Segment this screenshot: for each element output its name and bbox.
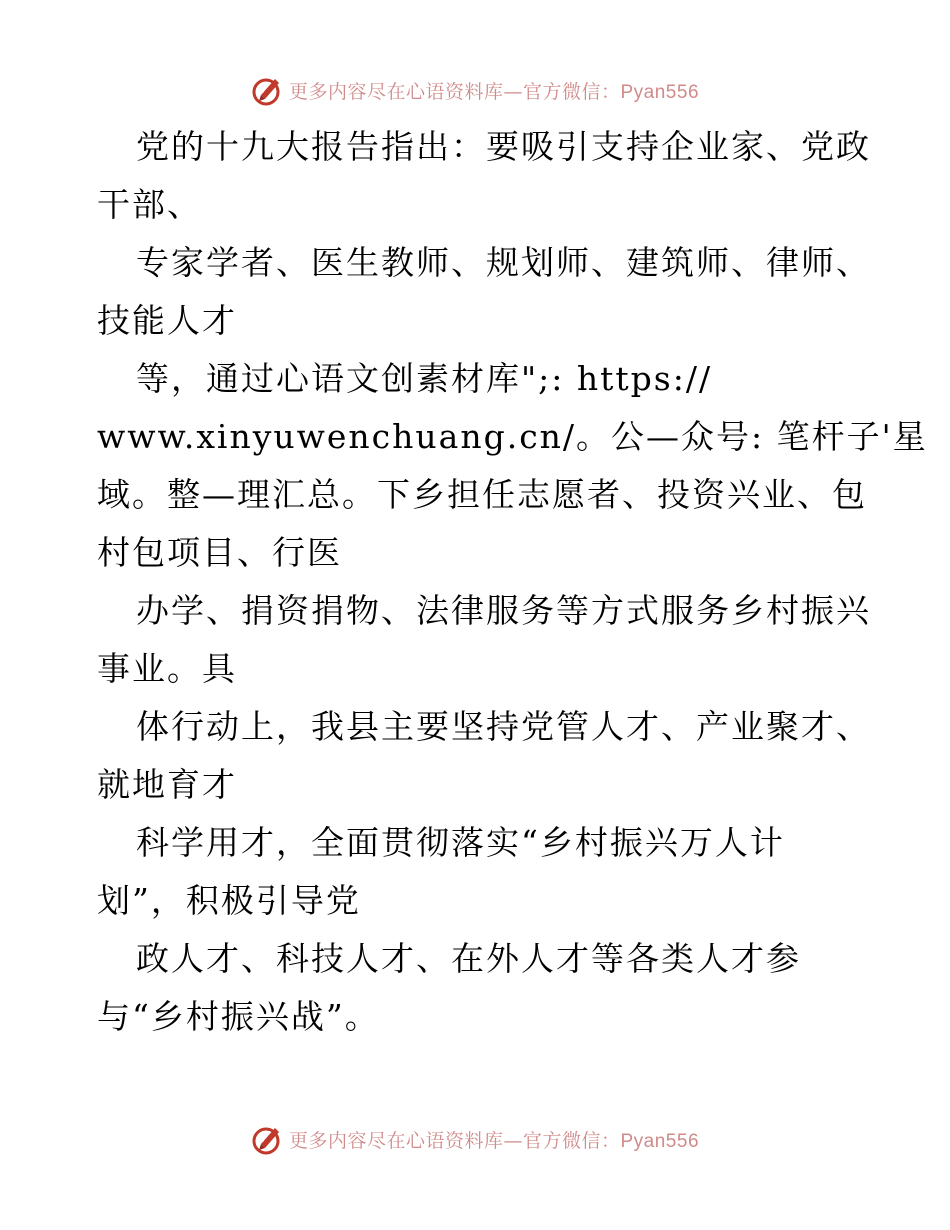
header-banner-label: 更多内容尽在心语资料库—官方微信： [288,80,621,103]
header-banner [0,72,950,108]
text-line: 技能人才 [97,301,237,340]
document-body [97,118,928,1046]
header-banner-text [289,77,699,104]
footer-banner-label: 更多内容尽在心语资料库—官方微信： [288,1129,621,1152]
text-line: 等，通过心语文创素材库";: https:// [136,359,713,398]
text-line: 办学、捐资捐物、法律服务等方式服务乡村振兴 [136,591,871,630]
text-line: 划”，积极引导党 [97,881,361,920]
text-line: 体行动上，我县主要坚持党管人才、产业聚才、 [136,707,871,746]
pen-nib-logo-icon [251,1122,285,1156]
text-line: 域。整—理汇总。下乡担任志愿者、投资兴业、包 [97,475,867,514]
text-line: 科学用才，全面贯彻落实“乡村振兴万人计 [136,823,785,862]
text-line: 党的十九大报告指出：要吸引支持企业家、党政 [136,127,871,166]
footer-banner-text [289,1126,699,1153]
text-line: 就地育才 [97,765,237,804]
text-line: www.xinyuwenchuang.cn/。公—众号: 笔杆子'星 [97,417,928,456]
pen-nib-logo-icon [251,73,285,107]
text-line: 与“乡村振兴战”。 [97,997,380,1036]
text-line: 村包项目、行医 [97,533,342,572]
text-line: 政人才、科技人才、在外人才等各类人才参 [136,939,801,978]
header-banner-id: Pyan556 [620,81,700,103]
footer-banner [0,1121,950,1157]
text-line: 干部、 [97,185,202,224]
text-line: 专家学者、医生教师、规划师、建筑师、律师、 [136,243,871,282]
text-line: 事业。具 [97,649,237,688]
footer-banner-id: Pyan556 [620,1130,700,1152]
